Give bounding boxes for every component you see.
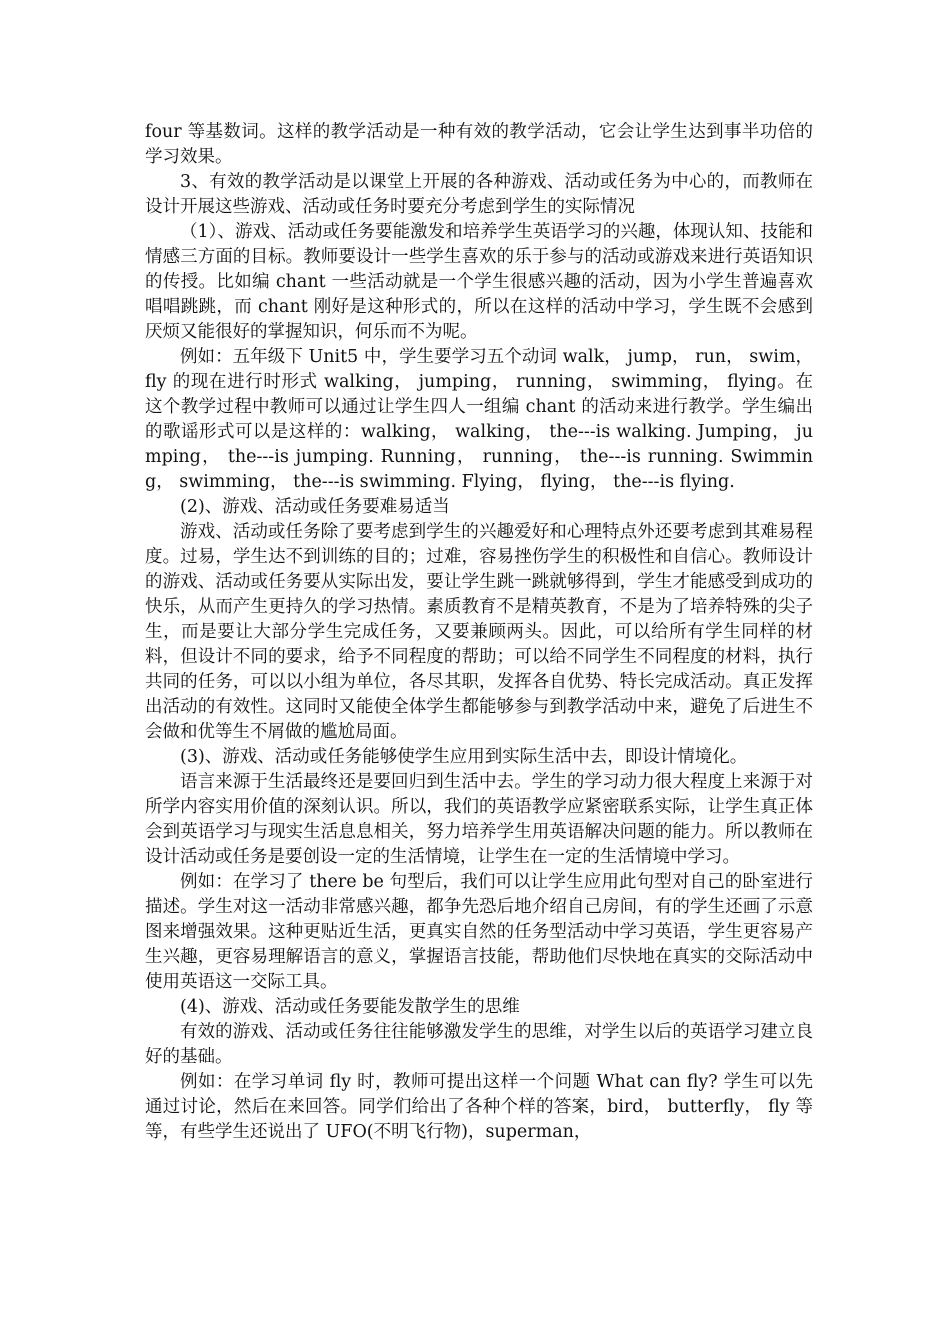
paragraph-10: (4)、游戏、活动或任务要能发散学生的思维	[180, 997, 520, 1017]
paragraph-4: 例如：五年级下 Unit5 中，学生要学习五个动词 walk， jump， run， swim， fly 的现在进行时形式 walking， jumping， running， swimming， flying。在这个教学过程中教师可以通过让学生四人一组编 chant 的活动来进行教学。学生编出的歌谣形式可以是这样的：walking， walking， the---is walking. Jumping， jumping， the---is jumping. Running， running， the---is running. Swimming， swimming， the---is swimming. Flying， flying， the---is flying.	[145, 347, 813, 492]
document-page	[145, 120, 813, 1145]
paragraph-9: 例如：在学习了 there be 句型后，我们可以让学生应用此句型对自己的卧室进行描述。学生对这一活动非常感兴趣，都争先恐后地介绍自己房间，有的学生还画了示意图来增强效果。这种更贴近生活，更真实自然的任务型活动中学习英语，学生更容易产生兴趣，更容易理解语言的意义，掌握语言技能，帮助他们尽快地在真实的交际活动中使用英语这一交际工具。	[145, 872, 813, 992]
paragraph-6: 游戏、活动或任务除了要考虑到学生的兴趣爱好和心理特点外还要考虑到其难易程度。过易，学生达不到训练的目的；过难，容易挫伤学生的积极性和自信心。教师设计的游戏、活动或任务要从实际出发，要让学生跳一跳就够得到，学生才能感受到成功的快乐，从而产生更持久的学习热情。素质教育不是精英教育，不是为了培养特殊的尖子生，而是要让大部分学生完成任务，又要兼顾两头。因此，可以给所有学生同样的材料，但设计不同的要求，给予不同程度的帮助；可以给不同学生不同程度的材料，执行共同的任务，可以以小组为单位，各尽其职，发挥各自优势、特长完成活动。真正发挥出活动的有效性。这同时又能使全体学生都能够参与到教学活动中来，避免了后进生不会做和优等生不屑做的尴尬局面。	[145, 522, 813, 742]
paragraph-1: four 等基数词。这样的教学活动是一种有效的教学活动，它会让学生达到事半功倍的学习效果。	[145, 122, 813, 167]
paragraph-2: 3、有效的教学活动是以课堂上开展的各种游戏、活动或任务为中心的，而教师在设计开展这些游戏、活动或任务时要充分考虑到学生的实际情况	[145, 172, 813, 217]
paragraph-5: (2)、游戏、活动或任务要难易适当	[180, 497, 450, 517]
paragraph-3: （1）、游戏、活动或任务要能激发和培养学生英语学习的兴趣，体现认知、技能和情感三方面的目标。教师要设计一些学生喜欢的乐于参与的活动或游戏来进行英语知识的传授。比如编 chant 一些活动就是一个学生很感兴趣的活动，因为小学生普遍喜欢唱唱跳跳，而 chant 刚好是这种形式的，所以在这样的活动中学习，学生既不会感到厌烦又能很好的掌握知识，何乐而不为呢。	[145, 222, 813, 342]
paragraph-7: (3)、游戏、活动或任务能够使学生应用到实际生活中去，即设计情境化。	[180, 747, 748, 767]
paragraph-12: 例如：在学习单词 fly 时，教师可提出这样一个问题 What can fly? 学生可以先通过讨论，然后在来回答。同学们给出了各种个样的答案，bird， butterfly， fly 等等，有些学生还说出了 UFO(不明飞行物)，superman，	[145, 1072, 813, 1142]
paragraph-8: 语言来源于生活最终还是要回归到生活中去。学生的学习动力很大程度上来源于对所学内容实用价值的深刻认识。所以，我们的英语教学应紧密联系实际，让学生真正体会到英语学习与现实生活息息相关，努力培养学生用英语解决问题的能力。所以教师在设计活动或任务是要创设一定的生活情境，让学生在一定的生活情境中学习。	[145, 772, 813, 867]
paragraph-11: 有效的游戏、活动或任务往往能够激发学生的思维，对学生以后的英语学习建立良好的基础。	[145, 1022, 813, 1067]
